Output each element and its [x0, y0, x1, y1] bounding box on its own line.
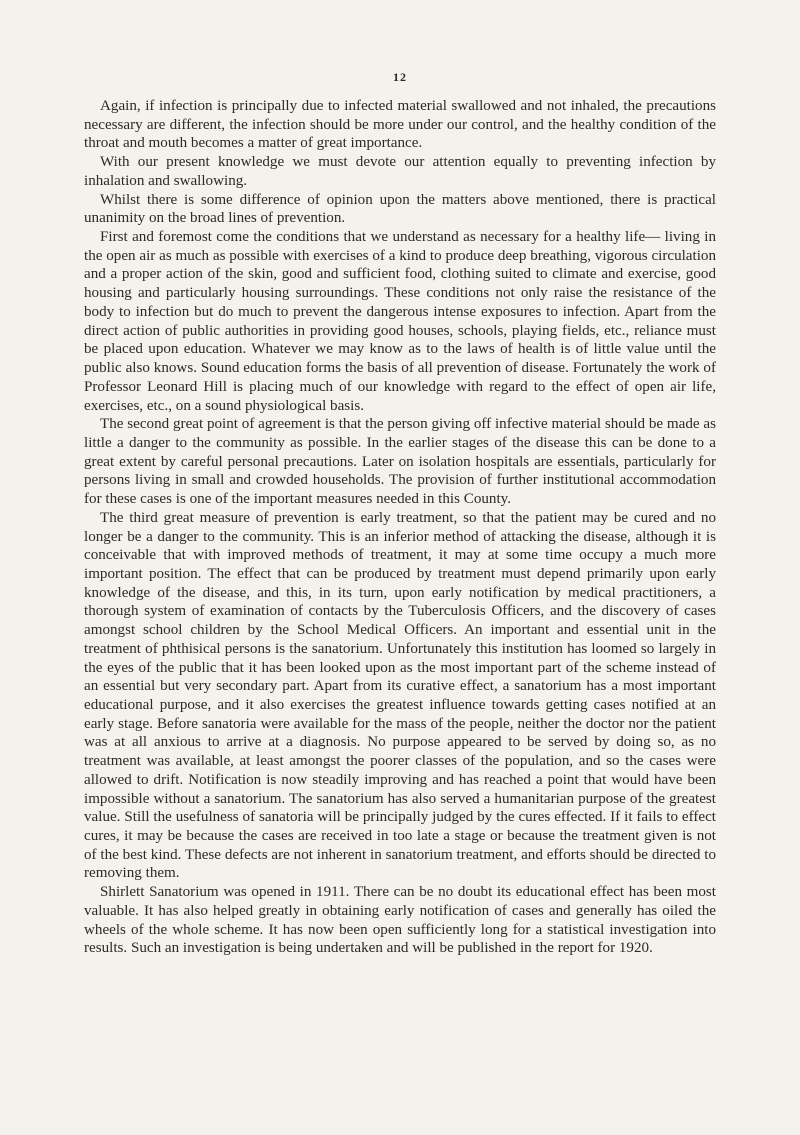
paragraph: First and foremost come the conditions that we understand as necessary for a healthy life— living in the open air as much as possible with exercises of a kind to produce deep breathing, vigorous circulation and a proper action of the skin, good and sufficient food, clothing suited to climate and exercise, good housing and particularly housing surroundings. These conditions not only raise the resistance of the body to infection but do much to prevent the dangerous intense exposures to infection. Apart from the direct action of public authorities in providing good houses, schools, playing fields, etc., reliance must be placed upon education. Whatever we may know as to the laws of health is of little value until the public also knows. Sound education forms the basis of all prevention of disease. Fortunately the work of Professor Leonard Hill is placing much of our knowledge with regard to the effect of open air life, exercises, etc., on a sound physiological basis.	[84, 229, 716, 414]
body-text	[84, 97, 716, 958]
paragraph: With our present knowledge we must devote our attention equally to preventing infection by inhalation and swallowing.	[84, 154, 716, 189]
paragraph: Whilst there is some difference of opinion upon the matters above mentioned, there is practical unanimity on the broad lines of prevention.	[84, 191, 716, 227]
paragraph: The second great point of agreement is that the person giving off infective material should be made as little a danger to the community as possible. In the earlier stages of the disease this can be done to a great extent by careful personal precautions. Later on isolation hospitals are essentials, particularly for persons living in small and crowded households. The provision of further institutional accommodation for these cases is one of the important measures needed in this County.	[84, 416, 716, 508]
paragraph: Again, if infection is principally due to infected material swallowed and not inhaled, the precautions necessary are different, the infection should be more under our control, and the healthy condition of the throat and mouth becomes a matter of great importance.	[84, 98, 716, 152]
page-number: 12	[393, 70, 407, 84]
paragraph: Shirlett Sanatorium was opened in 1911. There can be no doubt its educational effect has been most valuable. It has also helped greatly in obtaining early notification of cases and generally has oiled the wheels of the whole scheme. It has now been open sufficiently long for a statistical investigation into results. Such an investigation is being undertaken and will be published in the report for 1920.	[84, 884, 716, 957]
paragraph: The third great measure of prevention is early treatment, so that the patient may be cured and no longer be a danger to the community. This is an inferior method of attacking the disease, although it is conceivable that with improved methods of treatment, it may at some time occupy a much more important position. The effect that can be produced by treatment must depend primarily upon early knowledge of the disease, and this, in its turn, upon early notification by medical practitioners, a thorough system of examination of contacts by the Tuberculosis Officers, and the discovery of cases amongst school children by the School Medical Officers. An important and essential unit in the treatment of phthisical persons is the sanatorium. Unfortunately this institution has loomed so largely in the eyes of the public that it has been looked upon as the most important part of the scheme instead of an essential but very secondary part. Apart from its curative effect, a sanatorium has a most important educational purpose, and it also exercises the greatest influence towards getting cases notified at an early stage. Before sanatoria were available for the mass of the people, neither the doctor nor the patient was at all anxious to arrive at a diagnosis. No purpose appeared to be served by doing so, as no treatment was available, at least amongst the poorer classes of the population, and so the cases were allowed to drift. Notification is now steadily improving and has reached a point that would have been impossible without a sanatorium. The sanatorium has also served a humanitarian purpose of the greatest value. Still the usefulness of sanatoria will be principally judged by the cures effected. If it fails to effect cures, it may be because the cases are received in too late a stage or because the treatment given is not of the best kind. These defects are not inherent in sanatorium treatment, and efforts should be directed to removing them.	[84, 509, 716, 882]
